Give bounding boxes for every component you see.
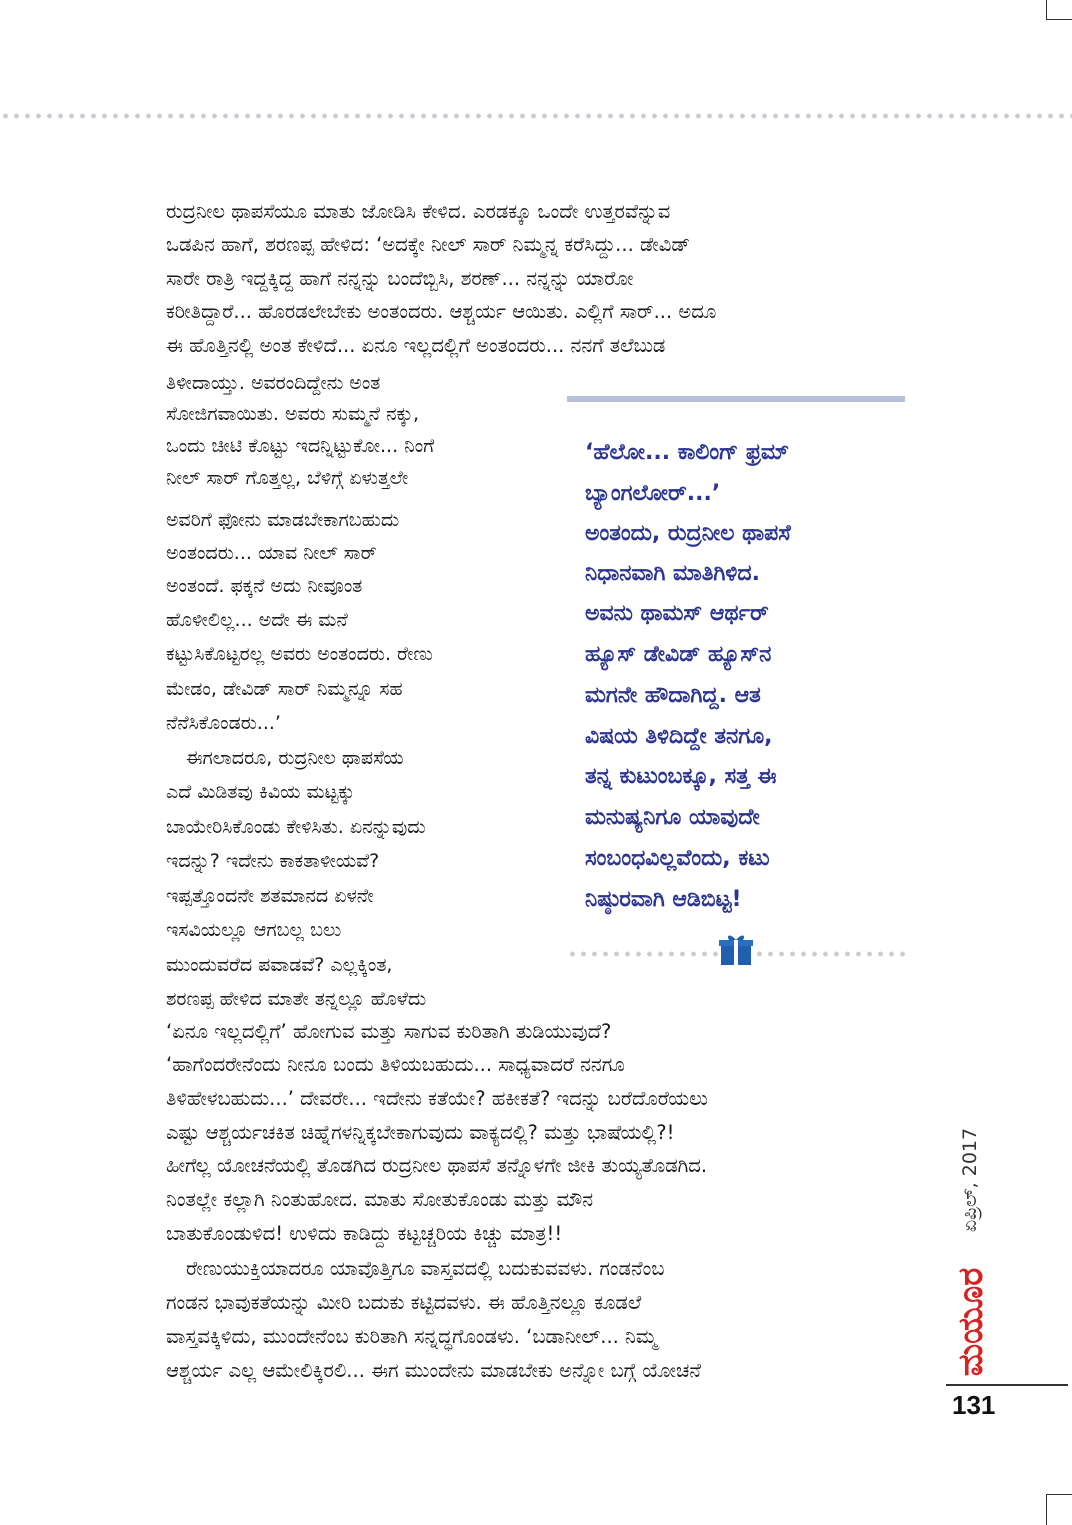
text-line: ಆಶ್ಚರ್ಯ ಎಲ್ಲ ಆಮೇಲಿಕ್ಕಿರಲಿ... ಈಗ ಮುಂದೇನು ಮಾಡಬೇಕು ಅನ್ನೋ ಬಗ್ಗೆ ಯೋಚನೆ [166,1359,701,1382]
text-line: ಇದನ್ನು? ಇದೇನು ಕಾಕತಾಳೀಯವೆ? [166,850,380,872]
text-line: ಹೊಳೀಲಿಲ್ಲ... ಅದೇ ಈ ಮನೆ [166,609,348,631]
gift-icon [718,932,754,966]
text-line: ಅಂತಂದರು... ಯಾವ ನೀಲ್ ಸಾರ್ [166,542,377,564]
crop-mark-bottom-right [1046,1494,1072,1525]
pull-quote-line: ಅಂತಂದು, ರುದ್ರನೀಲ ಥಾಪಸೆ [585,521,791,546]
pull-quote-line: ನಿಷ್ಠುರವಾಗಿ ಆಡಿಬಿಟ್ಟ! [585,887,742,912]
text-line: ಇಸವಿಯಲ್ಲೂ ಆಗಬಲ್ಲ ಬಲು [166,919,342,941]
text-line: ಮುಂದುವರೆದ ಪವಾಡವೆ? ಎಲ್ಲಕ್ಕಿಂತ, [166,954,393,976]
text-line: ‘ಹಾಗೆಂದರೇನೆಂದು ನೀನೂ ಬಂದು ತಿಳಿಯಬಹುದು... ಸಾಧ್ಯವಾದರೆ ನನಗೂ [166,1053,625,1076]
text-line: ಕರೀತಿದ್ದಾರೆ... ಹೊರಡಲೇಬೇಕು ಅಂತಂದರು. ಆಶ್ಚರ್ಯ ಆಯಿತು. ಎಲ್ಲಿಗೆ ಸಾರ್... ಅದೂ [166,300,717,323]
text-line: ಒಂದು ಚೀಟಿ ಕೊಟ್ಟು ಇದನ್ನಿಟ್ಟುಕೋ... ನಿಂಗೆ [166,435,435,457]
text-line: ತಿಳಿಹೇಳಬಹುದು...’ ದೇವರೇ... ಇದೇನು ಕತೆಯೇ? ಹಕೀಕತೆ? ಇದನ್ನು ಬರೆದೊರೆಯಲು [166,1087,708,1110]
issue-date [948,1110,992,1250]
text-line: ತಿಳೀದಾಯ್ತು. ಅವರಂದಿದ್ದೇನು ಅಂತ [166,372,381,394]
pull-quote-line: ತನ್ನ ಕುಟುಂಬಕ್ಕೂ, ಸತ್ತ ಈ [585,764,777,789]
pull-quote-line: ನಿಧಾನವಾಗಿ ಮಾತಿಗಿಳಿದ. [585,561,760,586]
text-line: ಗಂಡನ ಭಾವುಕತೆಯನ್ನು ಮೀರಿ ಬದುಕು ಕಟ್ಟಿದವಳು. ಈ ಹೊತ್ತಿನಲ್ಲೂ ಕೂಡಲೆ [166,1291,642,1314]
pull-quote-line: ವಿಷಯ ತಿಳಿದಿದ್ದೇ ತನಗೂ, [585,724,773,749]
pull-quote-line: ಸಂಬಂಧವಿಲ್ಲವೆಂದು, ಕಟು [585,846,770,871]
text-line: ಕಟ್ಟುಸಿಕೊಟ್ಟರಲ್ಲ ಅವರು ಅಂತಂದರು. ರೇಣು [166,643,433,665]
text-line: ಎಷ್ಟು ಆಶ್ಚರ್ಯಚಕಿತ ಚಿಹ್ನೆಗಳನ್ನಿಕ್ಕಬೇಕಾಗುವುದು ವಾಕ್ಯದಲ್ಲಿ? ಮತ್ತು ಭಾಷೆಯಲ್ಲಿ?! [166,1121,675,1144]
pull-quote-line: ಮಗನೇ ಹೌದಾಗಿದ್ದ. ಆತ [585,683,761,708]
text-line: ಎದೆ ಮಿಡಿತವು ಕಿವಿಯ ಮಟ್ಟಕ್ಕು [166,781,355,803]
text-line: ಈಗಲಾದರೂ, ರುದ್ರನೀಲ ಥಾಪಸೆಯ [186,747,404,769]
text-line: ನೆನೆಸಿಕೊಂಡರು...’ [166,712,281,734]
text-line: ಇಪ್ಪತ್ತೊಂದನೇ ಶತಮಾನದ ಏಳನೇ [166,885,374,907]
issue-date-text: ಏಪ್ರಿಲ್, 2017 [959,1127,981,1233]
pull-quote-top-rule [567,396,905,402]
text-line: ಮೇಡಂ, ಡೇವಿಡ್ ಸಾರ್ ನಿಮ್ಮನ್ನೂ ಸಹ [166,678,403,700]
text-line: ನೀಲ್ ಸಾರ್ ಗೊತ್ತಲ್ಲ, ಬೆಳಿಗ್ಗೆ ಏಳುತ್ತಲೇ [166,467,409,489]
text-line: ‘ಏನೂ ಇಲ್ಲದಲ್ಲಿಗೆ’ ಹೋಗುವ ಮತ್ತು ಸಾಗುವ ಕುರಿತಾಗಿ ತುಡಿಯುವುದೆ? [166,1020,612,1043]
text-line: ನಿಂತಲ್ಲೇ ಕಲ್ಲಾಗಿ ನಿಂತುಹೋದ. ಮಾತು ಸೋತುಕೊಂಡು ಮತ್ತು ಮೌನ [166,1188,594,1211]
top-dotted-divider [0,111,1072,121]
text-line: ರುದ್ರನೀಲ ಥಾಪಸೆಯೂ ಮಾತು ಜೋಡಿಸಿ ಕೇಳಿದ. ಎರಡಕ್ಕೂ ಒಂದೇ ಉತ್ತರವೆನ್ನುವ [166,200,671,223]
text-line: ಸಾರೇ ರಾತ್ರಿ ಇದ್ದಕ್ಕಿದ್ದ ಹಾಗೆ ನನ್ನನ್ನು ಬಂದೆಬ್ಬಿಸಿ, ಶರಣ್... ನನ್ನನ್ನು ಯಾರೋ [166,267,634,290]
text-line: ಒಡಪಿನ ಹಾಗೆ, ಶರಣಪ್ಪ ಹೇಳಿದ: ‘ಅದಕ್ಕೇ ನೀಲ್ ಸಾರ್ ನಿಮ್ಮನ್ನ ಕರೆಸಿದ್ದು... ಡೇವಿಡ್ [166,233,691,256]
pull-quote-line: ಮನುಷ್ಯನಿಗೂ ಯಾವುದೇ [585,805,760,830]
page-number: 131 [952,1390,996,1420]
text-line: ಸೋಜಿಗವಾಯಿತು. ಅವರು ಸುಮ್ಮನೆ ನಕ್ಕು, [166,403,419,425]
pull-quote-line: ಹ್ಯೂಸ್ ಡೇವಿಡ್ ಹ್ಯೂಸ್‌ನ [585,642,772,667]
magazine-logo-text: ಮಯೂರ [951,1267,991,1377]
text-line: ಅವರಿಗೆ ಫೋನು ಮಾಡಬೇಕಾಗಬಹುದು [166,509,400,531]
text-line: ಶರಣಪ್ಪ ಹೇಳಿದ ಮಾತೇ ತನ್ನಲ್ಲೂ ಹೊಳೆದು [166,988,427,1010]
text-line: ಹೀಗೆಲ್ಲ ಯೋಚನೆಯಲ್ಲಿ ತೊಡಗಿದ ರುದ್ರನೀಲ ಥಾಪಸೆ ತನ್ನೊಳಗೇ ಜೀಕಿ ತುಯ್ಯತೊಡಗಿದ. [166,1154,708,1177]
text-line: ಬಾಯೇರಿಸಿಕೊಂಡು ಕೇಳಿಸಿತು. ಏನನ್ನುವುದು [166,816,426,838]
text-line: ವಾಸ್ತವಕ್ಕಿಳಿದು, ಮುಂದೇನೆಂಬ ಕುರಿತಾಗಿ ಸನ್ನದ್ಧಗೊಂಡಳು. ‘ಬಡಾನೀಲ್... ನಿಮ್ಮ [166,1325,658,1348]
text-line: ಬಾತುಕೊಂಡುಳಿದ! ಉಳಿದು ಕಾಡಿದ್ದು ಕಟ್ಟಚ್ಚರಿಯ ಕಿಚ್ಚು ಮಾತ್ರ!! [166,1222,563,1245]
pull-quote-line: ‘ಹೆಲೋ... ಕಾಲಿಂಗ್ ಫ್ರಮ್ [585,440,789,465]
folio-rule [946,1384,1068,1386]
crop-mark-top-right [1046,0,1072,20]
text-line: ಅಂತಂದೆ. ಫಕ್ಕನೆ ಅದು ನೀವೂಂತ [166,575,363,597]
text-line: ಈ ಹೊತ್ತಿನಲ್ಲಿ ಅಂತ ಕೇಳಿದೆ... ಏನೂ ಇಲ್ಲದಲ್ಲಿಗೆ ಅಂತಂದರು... ನನಗೆ ತಲೆಬುಡ [166,334,666,357]
pull-quote-line: ಬ್ಯಾಂಗಲೋರ್...’ [585,481,721,506]
text-line: ರೇಣುಯುಕ್ತಿಯಾದರೂ ಯಾವೊತ್ತಿಗೂ ವಾಸ್ತವದಲ್ಲಿ ಬದುಕುವವಳು. ಗಂಡನೆಂಬ [186,1257,665,1280]
pull-quote-line: ಅವನು ಥಾಮಸ್ ಆರ್ಥರ್ [585,601,769,626]
magazine-logo [946,1262,996,1382]
